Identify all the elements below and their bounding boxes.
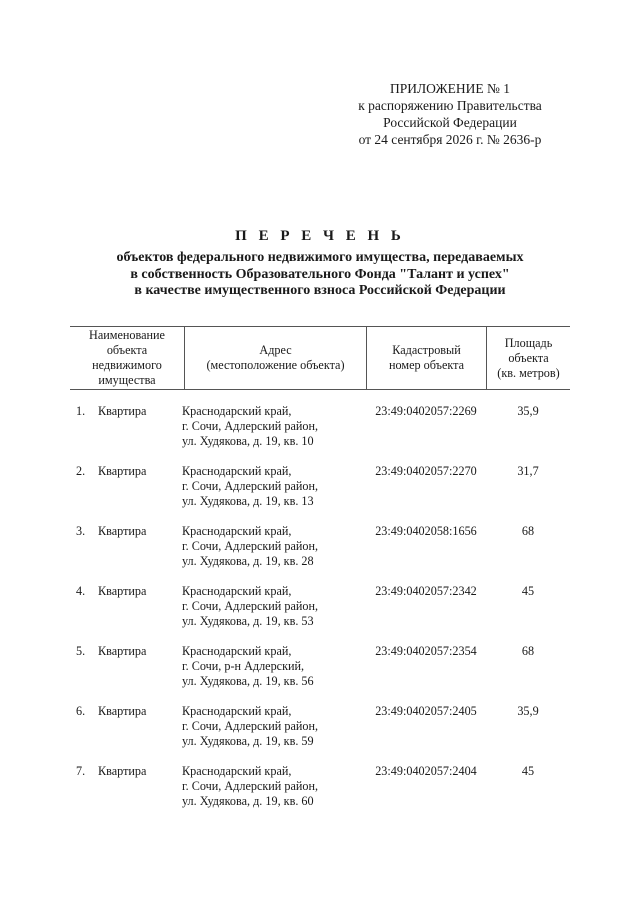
table-row: [70, 584, 570, 644]
appendix-line: Российской Федерации: [383, 115, 517, 130]
table-row: [70, 704, 570, 764]
address-line: Краснодарский край,: [182, 404, 292, 418]
appendix-title: ПРИЛОЖЕНИЕ № 1: [389, 81, 511, 96]
cadastral-number: 23:49:0402058:1656: [375, 524, 477, 538]
object-address: [182, 464, 362, 509]
table-row: [70, 524, 570, 584]
object-type: Квартира: [98, 764, 147, 778]
address-line: ул. Худякова, д. 19, кв. 56: [182, 674, 314, 688]
document-subtitle: [60, 250, 580, 300]
object-area: 45: [521, 764, 535, 778]
header-text: Площадь: [504, 335, 553, 350]
address-line: г. Сочи, Адлерский район,: [182, 599, 319, 613]
object-address: [182, 404, 362, 449]
header-text: Наименование: [89, 328, 165, 342]
table-row: [70, 644, 570, 704]
table-header: [70, 326, 570, 390]
table-row: [70, 404, 570, 464]
cadastral-number: 23:49:0402057:2342: [375, 584, 477, 598]
row-number: 3.: [76, 524, 86, 538]
header-text: имущества: [98, 373, 156, 387]
header-text: объекта: [106, 343, 148, 357]
cadastral-number: 23:49:0402057:2354: [375, 644, 477, 658]
object-area: 68: [521, 644, 535, 658]
row-number: 5.: [76, 644, 86, 658]
object-type: Квартира: [98, 464, 147, 478]
subtitle-line: в качестве имущественного взноса Российской Федерации: [134, 283, 506, 298]
object-area: 35,9: [517, 404, 539, 418]
object-type: Квартира: [98, 704, 147, 718]
cadastral-number: 23:49:0402057:2269: [375, 404, 477, 418]
document-title: П Е Р Е Ч Е Н Ь: [235, 228, 405, 244]
object-address: [182, 704, 362, 749]
appendix-date: от 24 сентября 2026 г. № 2636-р: [358, 132, 542, 147]
object-type: Квартира: [98, 644, 147, 658]
address-line: г. Сочи, Адлерский район,: [182, 779, 319, 793]
row-number: 7.: [76, 764, 86, 778]
row-number: 2.: [76, 464, 86, 478]
address-line: г. Сочи, р-н Адлерский,: [182, 659, 305, 673]
appendix-line: к распоряжению Правительства: [358, 98, 542, 113]
object-type: Квартира: [98, 524, 147, 538]
object-address: [182, 524, 362, 569]
cadastral-number: 23:49:0402057:2270: [375, 464, 477, 478]
header-name: [70, 327, 184, 389]
object-type: Квартира: [98, 584, 147, 598]
object-address: [182, 644, 362, 689]
address-line: Краснодарский край,: [182, 704, 292, 718]
table-row: [70, 764, 570, 824]
subtitle-line: в собственность Образовательного Фонда "Талант и успех": [130, 266, 510, 282]
address-line: Краснодарский край,: [182, 464, 292, 478]
object-area: 68: [521, 524, 535, 538]
row-number: 6.: [76, 704, 86, 718]
address-line: ул. Худякова, д. 19, кв. 53: [182, 614, 314, 628]
address-line: ул. Худякова, д. 19, кв. 60: [182, 794, 314, 808]
address-line: Краснодарский край,: [182, 524, 292, 538]
table-row: [70, 464, 570, 524]
address-line: ул. Худякова, д. 19, кв. 59: [182, 734, 314, 748]
object-address: [182, 584, 362, 629]
header-address: [184, 327, 366, 389]
header-text: недвижимого: [92, 358, 162, 372]
object-address: [182, 764, 362, 809]
address-line: ул. Худякова, д. 19, кв. 28: [182, 554, 314, 568]
address-line: ул. Худякова, д. 19, кв. 13: [182, 494, 314, 508]
header-area: [486, 327, 570, 389]
address-line: Краснодарский край,: [182, 764, 292, 778]
appendix-block: [330, 80, 570, 148]
object-area: 31,7: [517, 464, 539, 478]
header-text: номер объекта: [389, 358, 464, 372]
address-line: г. Сочи, Адлерский район,: [182, 419, 319, 433]
address-line: г. Сочи, Адлерский район,: [182, 719, 319, 733]
header-text: объекта: [508, 350, 549, 365]
address-line: Краснодарский край,: [182, 644, 292, 658]
row-number: 4.: [76, 584, 86, 598]
address-line: ул. Худякова, д. 19, кв. 10: [182, 434, 314, 448]
header-text: (кв. метров): [497, 365, 560, 380]
object-area: 45: [521, 584, 535, 598]
address-line: Краснодарский край,: [182, 584, 292, 598]
cadastral-number: 23:49:0402057:2404: [375, 764, 477, 778]
table-body: [70, 404, 570, 824]
header-text: Адрес: [259, 343, 292, 357]
subtitle-line: объектов федерального недвижимого имущества, передаваемых: [116, 250, 524, 265]
row-number: 1.: [76, 404, 86, 418]
cadastral-number: 23:49:0402057:2405: [375, 704, 477, 718]
address-line: г. Сочи, Адлерский район,: [182, 539, 319, 553]
address-line: г. Сочи, Адлерский район,: [182, 479, 319, 493]
object-area: 35,9: [517, 704, 539, 718]
object-type: Квартира: [98, 404, 147, 418]
header-text: Кадастровый: [392, 343, 461, 357]
header-text: (местоположение объекта): [206, 358, 345, 372]
header-cadastral: [366, 327, 486, 389]
property-table: [70, 326, 570, 824]
